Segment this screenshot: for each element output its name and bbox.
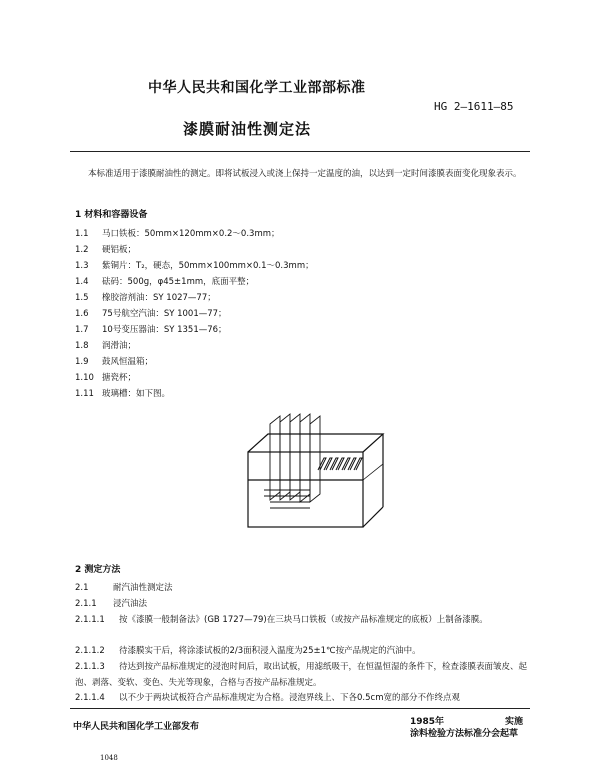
test-panel — [290, 414, 300, 500]
paragraph: 2.1.1.1 按《漆膜一般制备法》(GB 1727—79)在三块马口铁板（或按产品标准规定的底板）上制备漆膜。 — [75, 615, 488, 625]
paragraph: 2.1.1.2 待漆膜实干后，将涂漆试板的2/3面积浸入温度为25±1℃按产品规定的汽油中。 — [75, 646, 421, 656]
subsection-heading: 2.1 耐汽油性测定法 — [75, 583, 173, 593]
section-1-heading: 1 材料和容器设备 — [75, 210, 148, 220]
document-title: 漆膜耐油性测定法 — [183, 120, 312, 138]
drafter: 涂料检验方法标准分会起草 — [410, 729, 519, 739]
implement-label: 实施 — [505, 717, 524, 727]
test-panel — [270, 416, 280, 500]
list-item: 1.7 10号变压器油：SY 1351—76； — [75, 325, 227, 335]
list-item: 1.11 玻璃槽：如下图。 — [75, 389, 171, 399]
section-2-heading: 2 测定方法 — [75, 565, 121, 575]
list-item: 1.10 搪瓷杯； — [75, 373, 137, 383]
list-item: 1.5 橡胶溶剂油：SY 1027—77； — [75, 293, 216, 303]
organization-title: 中华人民共和国化学工业部部标准 — [148, 80, 366, 96]
list-item: 1.2 硬铝板； — [75, 245, 137, 255]
list-item: 1.9 鼓风恒温箱； — [75, 357, 154, 367]
test-panel — [310, 416, 320, 502]
paragraph: 2.1.1.3 待达到按产品标准规定的浸泡时间后，取出试板，用滤纸吸干，在恒温恒湿的条件下，检查漆膜表面皱皮、起泡、剥落、变软、变色、失光等现象，合格与否按产品标准规定。 — [75, 662, 528, 688]
standard-code: HG 2—1611—85 — [434, 100, 514, 113]
glass-tank-figure — [240, 412, 390, 532]
intro-paragraph: 本标准适用于漆膜耐油性的测定。即将试板浸入或浇上保持一定温度的油，以达到一定时间漆膜表面变化现象表示。 — [88, 169, 522, 179]
test-panel — [280, 414, 290, 500]
list-item: 1.4 砝码：500g，φ45±1mm，底面平整； — [75, 277, 255, 287]
paragraph: 2.1.1.4 以不少于两块试板符合产品标准规定为合格。浸泡界线上、下各0.5cm宽的部分不作终点观 — [75, 693, 460, 703]
page-number: 1048 — [100, 754, 118, 762]
list-item: 1.3 紫铜片：T₂，硬态，50mm×100mm×0.1～0.3mm； — [75, 261, 314, 271]
header-rule — [70, 151, 530, 152]
list-item: 1.1 马口铁板：50mm×120mm×0.2～0.3mm； — [75, 229, 280, 239]
implement-date: 1985年 — [410, 717, 445, 727]
footer-rule — [70, 708, 530, 709]
list-item: 1.8 润滑油； — [75, 341, 137, 351]
test-panel — [300, 414, 310, 502]
subsection-heading: 2.1.1 浸汽油法 — [75, 599, 148, 609]
publisher: 中华人民共和国化学工业部发布 — [73, 722, 200, 732]
list-item: 1.6 75号航空汽油：SY 1001—77； — [75, 309, 227, 319]
